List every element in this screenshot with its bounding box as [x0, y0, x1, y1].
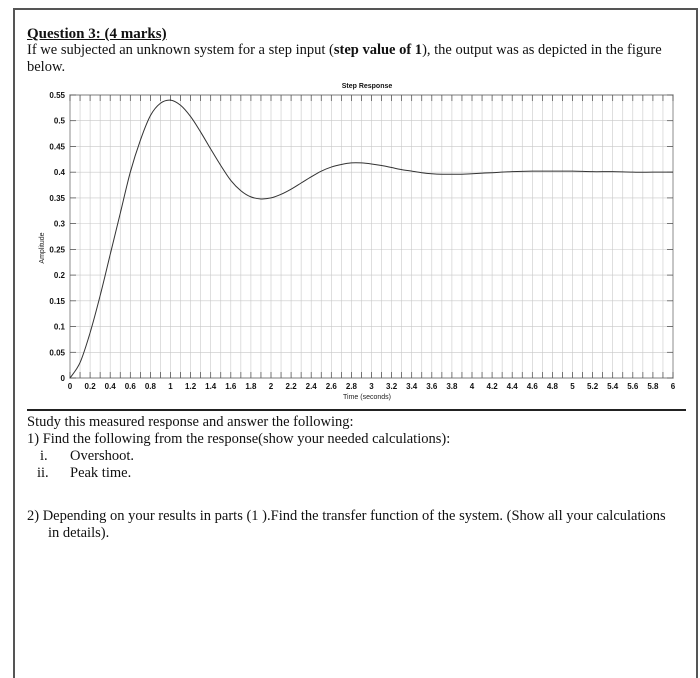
y-axis-label: Amplitude: [39, 232, 46, 264]
y-tick-label: 0.25: [49, 245, 65, 255]
x-tick-label: 3.8: [446, 382, 458, 391]
subitem-i-text: Overshoot.: [70, 448, 135, 464]
y-tick-label: 0.35: [49, 193, 65, 203]
x-tick-label: 0.4: [104, 382, 116, 391]
x-tick-label: 2.4: [305, 382, 317, 391]
x-tick-label: 1.8: [245, 382, 257, 391]
x-tick-label: 5.4: [607, 382, 619, 391]
x-tick-label: 4.2: [486, 382, 498, 391]
x-tick-label: 2.2: [285, 382, 297, 391]
x-tick-label: 0.2: [84, 382, 96, 391]
y-tick-label: 0: [60, 374, 65, 383]
x-tick-label: 3.2: [386, 382, 398, 391]
x-tick-label: 2.6: [325, 382, 337, 391]
chart-title: Step Response: [341, 83, 393, 90]
question-item-2: 2) Depending on your results in parts (1 ).Find the transfer function of the system. (Show all your calculations: [27, 508, 666, 524]
y-tick-label: 0.05: [49, 348, 65, 358]
y-tick-label: 0.45: [49, 142, 65, 152]
subitem-ii-number: ii.: [37, 465, 49, 481]
figure-bottom-rule: [27, 409, 686, 411]
y-tick-label: 0.55: [49, 91, 65, 100]
y-tick-label: 0.15: [49, 296, 65, 306]
x-tick-label: 3.6: [426, 382, 438, 391]
x-tick-label: 6: [670, 382, 676, 391]
y-tick-label: 0.1: [53, 322, 65, 332]
x-tick-label: 4.4: [506, 382, 518, 391]
question-item-2-continued: in details).: [48, 525, 110, 541]
y-tick-label: 0.3: [53, 219, 65, 229]
x-tick-label: 5.2: [587, 382, 599, 391]
x-tick-label: 2: [268, 382, 274, 391]
x-tick-label: 4: [469, 382, 475, 391]
x-tick-label: 5.6: [627, 382, 639, 391]
question-intro: [27, 42, 682, 76]
chart-grid: [70, 95, 673, 378]
x-axis-label: Time (seconds): [343, 394, 391, 401]
x-tick-label: 2.8: [345, 382, 357, 391]
x-tick-label: 0: [67, 382, 73, 391]
x-tick-label: 1.2: [185, 382, 197, 391]
x-tick-label: 1.4: [205, 382, 217, 391]
step-response-chart: [27, 78, 687, 413]
x-tick-label: 5.8: [647, 382, 659, 391]
subitem-ii-text: Peak time.: [70, 465, 132, 481]
x-tick-label: 1: [168, 382, 173, 391]
x-tick-label: 0.8: [144, 382, 156, 391]
x-tick-label: 3: [369, 382, 374, 391]
x-tick-label: 4.8: [546, 382, 558, 391]
intro-step-value: step value of 1: [333, 42, 423, 58]
y-tick-label: 0.2: [53, 271, 65, 281]
y-tick-label: 0.5: [53, 116, 65, 126]
intro-text-start: If we subjected an unknown system for a step input (: [27, 42, 334, 58]
y-tick-label: 0.4: [53, 168, 65, 178]
study-intro: Study this measured response and answer the following:: [27, 414, 354, 430]
step-response-figure: [27, 78, 687, 413]
x-tick-label: 0.6: [124, 382, 136, 391]
question-item-1: 1) Find the following from the response(show your needed calculations):: [27, 431, 451, 447]
x-tick-label: 1.6: [225, 382, 237, 391]
x-tick-label: 3.4: [406, 382, 418, 391]
subitem-i-number: i.: [40, 448, 48, 464]
x-tick-label: 5: [570, 382, 575, 391]
intro-text-end: ), the output was as depicted in the figure below.: [27, 42, 662, 75]
x-tick-label: 4.6: [526, 382, 538, 391]
question-title: Question 3: (4 marks): [27, 26, 167, 42]
